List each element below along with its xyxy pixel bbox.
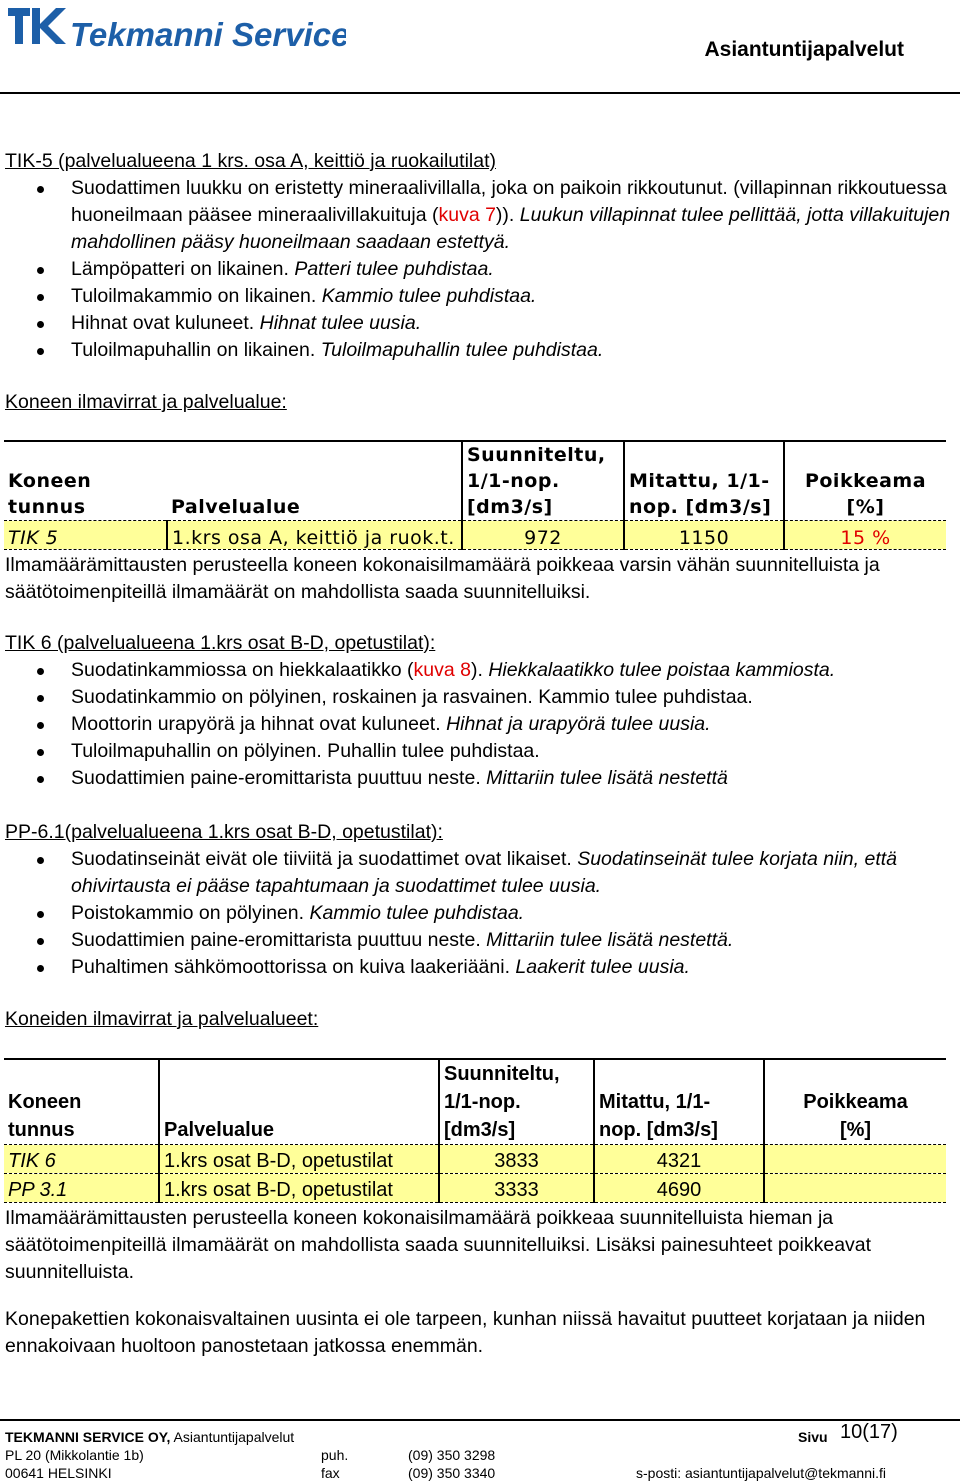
table-title-airflow-1: Koneen ilmavirrat ja palvelualue: — [5, 391, 287, 413]
list-item: Suodattimien paine-eromittarista puuttuu neste. Mittariin tulee lisätä nestettä. — [0, 927, 960, 954]
col-header-machine: Koneen tunnus — [4, 1059, 159, 1145]
list-item: Suodatinkammiossa on hiekkalaatikko (kuva 8). Hiekkalaatikko tulee poistaa kammiosta. — [0, 657, 960, 684]
cell-area: 1.krs osat B-D, opetustilat — [159, 1145, 439, 1174]
header-section-title: Asiantuntijapalvelut — [704, 38, 904, 61]
tik5-findings-list — [0, 175, 960, 364]
table-title-airflow-2: Koneiden ilmavirrat ja palvelualueet: — [5, 1008, 319, 1030]
bullet-icon — [37, 776, 44, 783]
airflow-note-1: Ilmamäärämittausten perusteella koneen kokonaisilmamäärä poikkeaa varsin vähän suunnitelluista ja säätötoimenpiteillä ilmamäärät on mahdollista saada suunnitelluiksi. — [5, 554, 880, 603]
col-header-deviation: Poikkeama [%] — [764, 1059, 946, 1145]
footer-company: TEKMANNI SERVICE OY, Asiantuntijapalvelut — [5, 1429, 295, 1445]
cell-designed: 3833 — [439, 1145, 594, 1174]
bullet-icon — [37, 267, 44, 274]
tik6-findings-list — [0, 657, 960, 792]
cell-measured: 4321 — [594, 1145, 764, 1174]
cell-measured: 1150 — [624, 521, 784, 550]
cell-machine-id: TIK 6 — [4, 1145, 159, 1174]
col-header-deviation: Poikkeama [%] — [784, 441, 946, 521]
footer-email[interactable]: s-posti: asiantuntijapalvelut@tekmanni.fi — [636, 1465, 887, 1481]
cell-deviation — [764, 1145, 946, 1174]
bullet-icon — [37, 938, 44, 945]
col-header-area: Palvelualue — [167, 441, 462, 521]
cell-deviation — [764, 1174, 946, 1203]
list-item: Suodatinkammio on pölyinen, roskainen ja rasvainen. Kammio tulee puhdistaa. — [0, 684, 960, 711]
list-item: Tuloilmapuhallin on likainen. Tuloilmapuhallin tulee puhdistaa. — [0, 337, 960, 364]
footer-phone: (09) 350 3298 — [408, 1447, 496, 1463]
col-header-designed: Suunniteltu, 1/1-nop. [dm3/s] — [439, 1059, 594, 1145]
table-row — [4, 521, 946, 550]
footer-fax: (09) 350 3340 — [408, 1465, 496, 1481]
bullet-icon — [37, 749, 44, 756]
bullet-icon — [37, 668, 44, 675]
bullet-icon — [37, 722, 44, 729]
footer-address-line2: 00641 HELSINKI — [5, 1465, 112, 1481]
cell-designed: 972 — [462, 521, 624, 550]
col-header-designed: Suunniteltu, 1/1-nop. [dm3/s] — [462, 441, 624, 521]
list-item: Hihnat ovat kuluneet. Hihnat tulee uusia. — [0, 310, 960, 337]
figure-reference: kuva 7 — [438, 204, 496, 226]
table-header-row — [4, 441, 946, 521]
list-item: Suodattimen luukku on eristetty mineraalivillalla, joka on paikoin rikkoutunut. (villapinnan rikkoutuessa huoneilmaan pääsee mineraalivillakuituja (kuva 7)). Luukun villapinnat tulee pellittää, jotta villakuitujen mahdollinen pääsy huoneilmaan saadaan estettyä. — [0, 175, 960, 256]
cell-designed: 3333 — [439, 1174, 594, 1203]
header-divider — [0, 92, 960, 94]
col-header-measured: Mitattu, 1/1- nop. [dm3/s] — [594, 1059, 764, 1145]
list-item: Suodatinseinät eivät ole tiiviitä ja suodattimet ovat likaiset. Suodatinseinät tulee korjata niin, että ohivirtausta ei pääse tapahtumaan ja suodattimet tulee uusia. — [0, 846, 960, 900]
airflow-table-tik5 — [4, 440, 946, 550]
company-logo — [6, 4, 346, 64]
bullet-icon — [37, 321, 44, 328]
list-item: Tuloilmakammio on likainen. Kammio tulee puhdistaa. — [0, 283, 960, 310]
list-item: Moottorin urapyörä ja hihnat ovat kuluneet. Hihnat ja urapyörä tulee uusia. — [0, 711, 960, 738]
list-item: Tuloilmapuhallin on pölyinen. Puhallin tulee puhdistaa. — [0, 738, 960, 765]
cell-measured: 4690 — [594, 1174, 764, 1203]
footer-address-line1: PL 20 (Mikkolantie 1b) — [5, 1447, 144, 1463]
col-header-machine: Koneen tunnus — [4, 441, 167, 521]
table-row — [4, 1145, 946, 1174]
figure-reference: kuva 8 — [413, 659, 471, 681]
section-heading-tik5: TIK-5 (palvelualueena 1 krs. osa A, keittiö ja ruokailutilat) — [5, 150, 496, 172]
pp61-findings-list — [0, 846, 960, 981]
list-item: Poistokammio on pölyinen. Kammio tulee puhdistaa. — [0, 900, 960, 927]
bullet-icon — [37, 348, 44, 355]
col-header-area: Palvelualue — [159, 1059, 439, 1145]
bullet-icon — [37, 965, 44, 972]
cell-machine-id: PP 3.1 — [4, 1174, 159, 1203]
closing-paragraph: Konepakettien kokonaisvaltainen uusinta ei ole tarpeen, kunhan niissä havaitut puutteet korjataan ja niiden ennakoivaan huoltoon panostetaan jatkossa enemmän. — [5, 1308, 926, 1357]
col-header-measured: Mitattu, 1/1- nop. [dm3/s] — [624, 441, 784, 521]
cell-deviation: 15 % — [784, 521, 946, 550]
table-row — [4, 1174, 946, 1203]
footer-fax-label: fax — [321, 1465, 340, 1481]
bullet-icon — [37, 911, 44, 918]
footer-divider — [0, 1419, 960, 1421]
airflow-table-tik6-pp31 — [4, 1058, 946, 1203]
section-heading-pp61: PP-6.1(palvelualueena 1.krs osat B-D, opetustilat): — [5, 821, 443, 843]
cell-area: 1.krs osa A, keittiö ja ruok.t. — [167, 521, 462, 550]
list-item: Puhaltimen sähkömoottorissa on kuiva laakeriääni. Laakerit tulee uusia. — [0, 954, 960, 981]
cell-area: 1.krs osat B-D, opetustilat — [159, 1174, 439, 1203]
airflow-note-2: Ilmamäärämittausten perusteella koneen kokonaisilmamäärä poikkeaa suunnitelluista hieman ja säätötoimenpiteillä ilmamäärät on mahdollista saada suunnitelluiksi. Lisäksi painesuhteet poikkeavat suunnitelluista. — [5, 1207, 872, 1283]
list-item: Lämpöpatteri on likainen. Patteri tulee puhdistaa. — [0, 256, 960, 283]
footer-page-label: Sivu — [798, 1429, 828, 1445]
list-item: Suodattimien paine-eromittarista puuttuu neste. Mittariin tulee lisätä nestettä — [0, 765, 960, 792]
bullet-icon — [37, 186, 44, 193]
footer-page-number: 10(17) — [840, 1421, 898, 1443]
bullet-icon — [37, 294, 44, 301]
bullet-icon — [37, 857, 44, 864]
logo-text: Tekmanni Service — [70, 16, 346, 53]
logo-mark — [8, 8, 66, 44]
section-heading-tik6: TIK 6 (palvelualueena 1.krs osat B-D, opetustilat): — [5, 632, 436, 654]
bullet-icon — [37, 695, 44, 702]
cell-machine-id: TIK 5 — [4, 521, 167, 550]
footer-phone-label: puh. — [321, 1447, 349, 1463]
table-header-row — [4, 1059, 946, 1145]
